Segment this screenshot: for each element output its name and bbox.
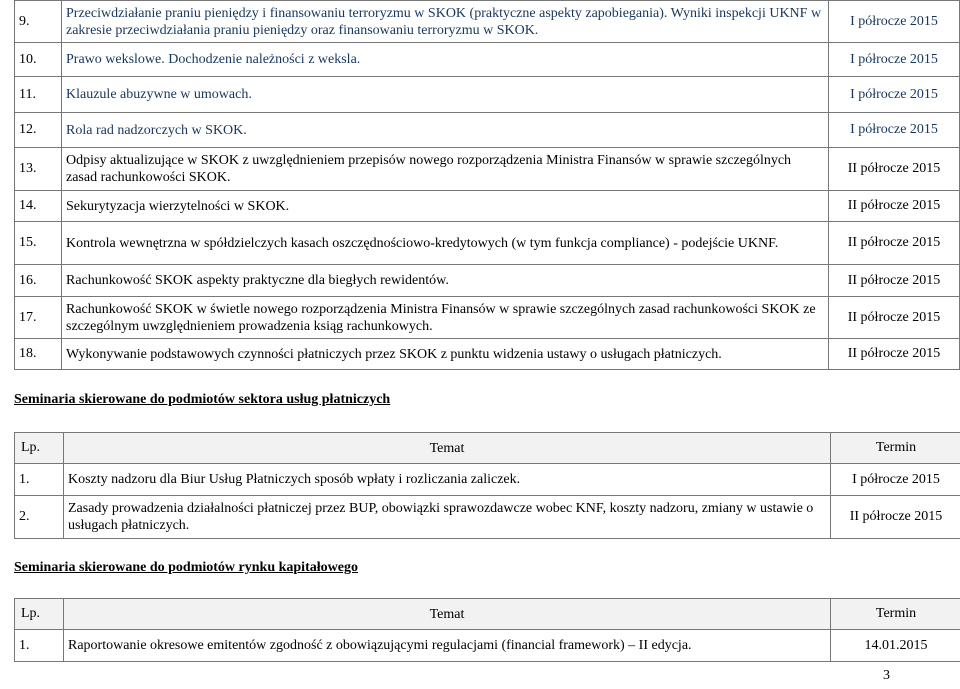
table-row — [15, 464, 960, 496]
row-number: 10. — [15, 43, 62, 77]
row-number: 18. — [15, 339, 62, 370]
table-row — [15, 339, 960, 370]
header-term: Termin — [831, 433, 960, 464]
table-row — [15, 1, 960, 43]
row-term: II półrocze 2015 — [829, 191, 960, 222]
table-row — [15, 113, 960, 148]
table-row — [15, 191, 960, 222]
row-topic: Klauzule abuzywne w umowach. — [62, 77, 829, 113]
row-term: I półrocze 2015 — [829, 1, 960, 43]
table-header-row — [15, 433, 960, 464]
page-number: 3 — [883, 668, 890, 683]
row-term: II półrocze 2015 — [831, 496, 960, 539]
row-topic: Wykonywanie podstawowych czynności płatniczych przez SKOK z punktu widzenia ustawy o usługach płatniczych. — [62, 339, 829, 370]
row-term: I półrocze 2015 — [829, 43, 960, 77]
row-term: II półrocze 2015 — [829, 222, 960, 265]
header-term: Termin — [831, 599, 960, 630]
row-term: I półrocze 2015 — [829, 77, 960, 113]
row-number: 13. — [15, 148, 62, 191]
seminar-table-skok — [14, 0, 960, 370]
header-lp: Lp. — [15, 599, 64, 630]
header-topic: Temat — [64, 433, 831, 464]
row-topic: Kontrola wewnętrzna w spółdzielczych kasach oszczędnościowo-kredytowych (w tym funkcja compliance) - podejście UKNF. — [62, 222, 829, 265]
table-row — [15, 496, 960, 539]
row-topic: Rachunkowość SKOK aspekty praktyczne dla biegłych rewidentów. — [62, 265, 829, 297]
row-topic: Koszty nadzoru dla Biur Usług Płatniczych sposób wpłaty i rozliczania zaliczek. — [64, 464, 831, 496]
row-number: 11. — [15, 77, 62, 113]
row-topic: Raportowanie okresowe emitentów zgodność z obowiązującymi regulacjami (financial framework) – II edycja. — [64, 630, 831, 662]
row-number: 9. — [15, 1, 62, 43]
row-number: 2. — [15, 496, 64, 539]
row-topic: Zasady prowadzenia działalności płatniczej przez BUP, obowiązki sprawozdawcze wobec KNF, koszty nadzoru, zmiany w ustawie o usługach płatniczych. — [64, 496, 831, 539]
row-term: II półrocze 2015 — [829, 339, 960, 370]
seminar-table-capital-market — [14, 598, 960, 662]
header-lp: Lp. — [15, 433, 64, 464]
row-term: 14.01.2015 — [831, 630, 960, 662]
section-title-payment-services: Seminaria skierowane do podmiotów sektora usług płatniczych — [14, 392, 391, 407]
row-number: 14. — [15, 191, 62, 222]
row-number: 1. — [15, 464, 64, 496]
row-topic: Rola rad nadzorczych w SKOK. — [62, 113, 829, 148]
row-term: II półrocze 2015 — [829, 265, 960, 297]
header-topic: Temat — [64, 599, 831, 630]
row-term: II półrocze 2015 — [829, 148, 960, 191]
row-term: I półrocze 2015 — [831, 464, 960, 496]
table-row — [15, 43, 960, 77]
table-row — [15, 297, 960, 339]
row-number: 15. — [15, 222, 62, 265]
row-number: 12. — [15, 113, 62, 148]
table-header-row — [15, 599, 960, 630]
table-row — [15, 77, 960, 113]
row-term: I półrocze 2015 — [829, 113, 960, 148]
row-topic: Odpisy aktualizujące w SKOK z uwzględnieniem przepisów nowego rozporządzenia Ministra Finansów w sprawie szczególnych zasad rachunkowości SKOK. — [62, 148, 829, 191]
row-topic: Sekurytyzacja wierzytelności w SKOK. — [62, 191, 829, 222]
row-number: 17. — [15, 297, 62, 339]
row-topic: Rachunkowość SKOK w świetle nowego rozporządzenia Ministra Finansów w sprawie szczególnych zasad rachunkowości SKOK ze szczególnym uwzględnieniem prowadzenia ksiąg rachunkowych. — [62, 297, 829, 339]
table-row — [15, 630, 960, 662]
table-row — [15, 148, 960, 191]
table-row — [15, 265, 960, 297]
seminar-table-payment-services — [14, 432, 960, 539]
row-topic: Przeciwdziałanie praniu pieniędzy i finansowaniu terroryzmu w SKOK (praktyczne aspekty zapobiegania). Wyniki inspekcji UKNF w zakresie przeciwdziałania praniu pieniędzy oraz finansowaniu terroryzmu w SKOK. — [62, 1, 829, 43]
table-row — [15, 222, 960, 265]
row-number: 16. — [15, 265, 62, 297]
row-topic: Prawo wekslowe. Dochodzenie należności z weksla. — [62, 43, 829, 77]
row-number: 1. — [15, 630, 64, 662]
row-term: II półrocze 2015 — [829, 297, 960, 339]
section-title-capital-market: Seminaria skierowane do podmiotów rynku kapitałowego — [14, 560, 358, 575]
